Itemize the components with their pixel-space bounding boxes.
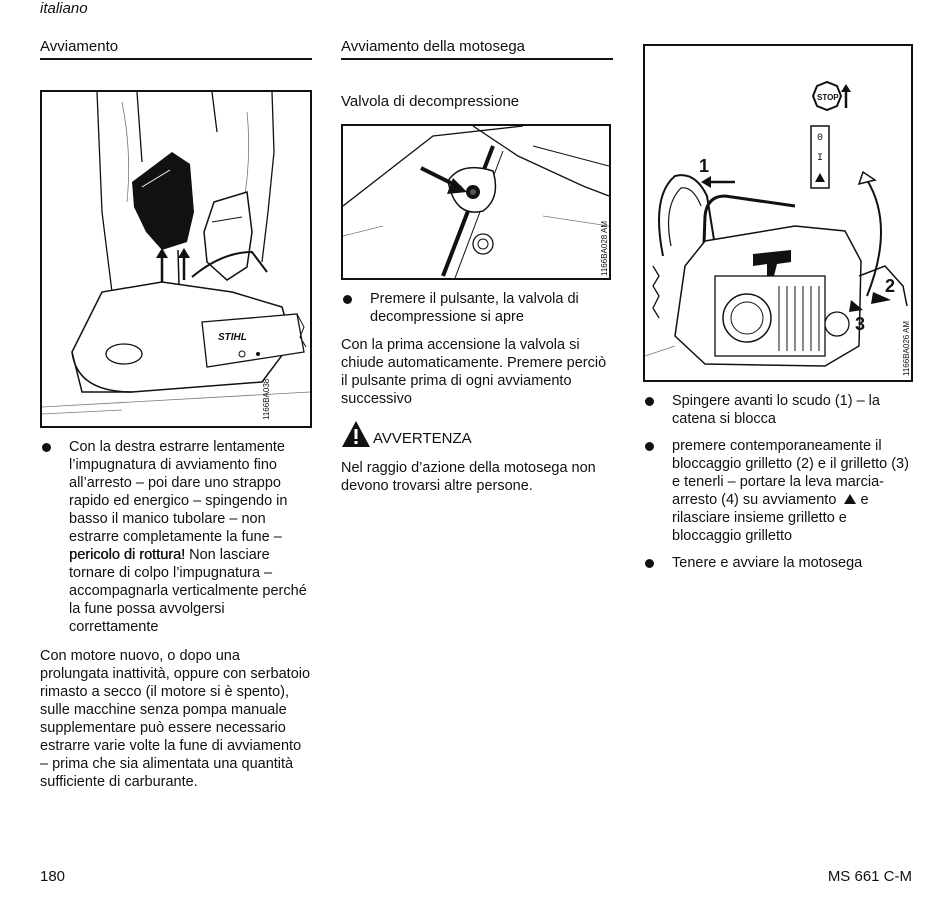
instruction-bullet: Premere il pulsante, la valvola di decompressione si apre	[341, 290, 613, 326]
starting-illustration	[42, 92, 310, 426]
stop-icon: STOP	[817, 93, 839, 102]
callout-2: 2	[885, 276, 896, 296]
model-label: MS 661 C-M	[827, 868, 912, 885]
warning-emphasis: pericolo di rottura!	[69, 547, 186, 563]
decompression-illustration	[343, 126, 609, 278]
figure-chain-brake	[643, 44, 913, 382]
figure-starting-pull	[40, 90, 312, 428]
body-paragraph: Con la prima accensione la valvola si chiude automaticamente. Premere perciò il pulsante prima di ogni avviamento successivo	[341, 337, 607, 407]
column-starting	[40, 38, 312, 60]
section-heading: Avviamento della motosega	[341, 38, 613, 60]
warning-triangle-icon	[341, 420, 371, 448]
figure-id-label: 1166BA026 AM	[902, 320, 911, 376]
callout-3: 3	[855, 314, 866, 334]
column-starting-saw	[341, 38, 613, 60]
switch-off-label: 0	[816, 133, 824, 144]
list-item: Spingere avanti lo scudo (1) – la catena si blocca	[643, 392, 915, 428]
page-number: 180	[40, 868, 66, 885]
callout-1: 1	[699, 156, 710, 176]
warning-heading: AVVERTENZA	[341, 420, 472, 448]
body-paragraph: Con motore nuovo, o dopo una prolungata inattività, oppure con serbatoio rimasto a secco (il motore si è spento), sulle macchine senza pompa manuale supplementare può essere necessario estrarre varie volte la fune di avviamento – prima che sia alimentata una quantità sufficiente di carburante.	[40, 648, 311, 790]
language-label: italiano	[40, 0, 88, 17]
chain-brake-illustration	[645, 46, 911, 380]
figure-decompression-valve	[341, 124, 611, 280]
list-item: Tenere e avviare la motosega	[643, 554, 915, 572]
start-position-icon	[843, 493, 857, 505]
subheading: Valvola di decompressione	[341, 93, 520, 110]
figure-id-label: 1166BA028 AM	[600, 220, 609, 276]
svg-text:STIHL: STIHL	[218, 332, 247, 343]
section-heading: Avviamento	[40, 38, 312, 60]
switch-on-label: I	[816, 153, 824, 164]
figure-id-label: 1166BA038	[262, 378, 271, 420]
warning-text: Nel raggio d’azione della motosega non devono trovarsi altre persone.	[341, 460, 596, 494]
instruction-bullet: Con la destra estrarre lentamente l’impugnatura di avviamento fino all’arresto – poi dare uno strappo rapido ed energico – spingendo in basso il manico tubolare – non estrarre completamente la fune – pericolo di rottura! Non lasciare tornare di colpo l’impugnatura – accompagnarla verticalmente perché la fune possa avvolgersi correttamente	[40, 438, 312, 636]
list-item: premere contemporaneamente il bloccaggio grilletto (2) e il grilletto (3) e tenerli – portare la leva marcia-arresto (4) su avviamento e rilasciare insieme grilletto e bloccaggio grilletto	[643, 437, 915, 545]
instruction-list	[643, 392, 915, 572]
